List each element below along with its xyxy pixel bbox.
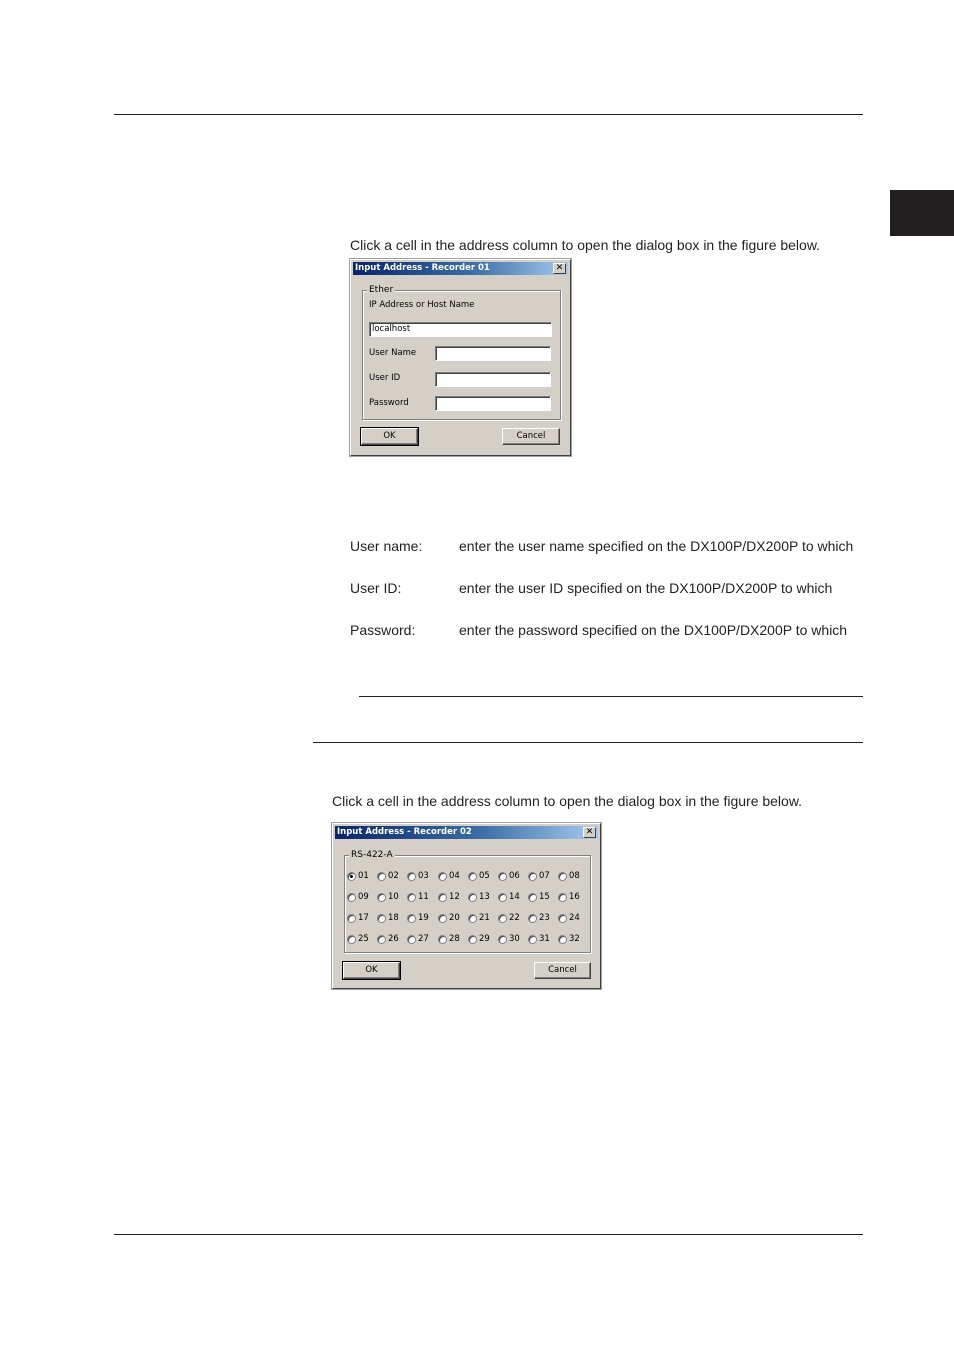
user-name-input[interactable] (435, 346, 551, 361)
definition-text: enter the user ID specified on the DX100P/DX200P to which (459, 580, 833, 596)
radio-label: 19 (418, 913, 429, 923)
address-radio-23[interactable] (528, 913, 559, 925)
radio-label: 08 (569, 871, 580, 881)
input-address-dialog-rs422 (332, 823, 601, 989)
address-radio-24[interactable] (558, 913, 589, 925)
definition-term: User name: (350, 538, 423, 554)
group-label: Ether (369, 285, 394, 295)
radio-button[interactable] (438, 872, 447, 881)
radio-button[interactable] (438, 935, 447, 944)
footer-rule (114, 1234, 863, 1235)
address-radio-16[interactable] (558, 892, 589, 904)
cancel-button[interactable]: Cancel (502, 428, 560, 445)
address-radio-12[interactable] (438, 892, 469, 904)
address-radio-32[interactable] (558, 934, 589, 946)
radio-label: 11 (418, 892, 429, 902)
radio-button[interactable] (347, 893, 356, 902)
radio-label: 32 (569, 934, 580, 944)
cancel-button[interactable]: Cancel (534, 962, 591, 979)
address-radio-08[interactable] (558, 871, 589, 883)
user-id-label: User ID (369, 373, 401, 383)
radio-button[interactable] (468, 935, 477, 944)
radio-label: 24 (569, 913, 580, 923)
address-radio-19[interactable] (407, 913, 438, 925)
radio-button[interactable] (347, 872, 356, 881)
close-icon[interactable]: ✕ (553, 263, 566, 274)
radio-button[interactable] (347, 935, 356, 944)
chapter-tab (890, 190, 954, 236)
radio-button[interactable] (377, 935, 386, 944)
dialog-titlebar (335, 826, 598, 839)
radio-button[interactable] (377, 893, 386, 902)
radio-label: 15 (539, 892, 550, 902)
address-radio-03[interactable] (407, 871, 438, 883)
radio-button[interactable] (468, 914, 477, 923)
user-id-input[interactable] (435, 372, 551, 387)
radio-label: 01 (358, 871, 369, 881)
section-rule (313, 742, 863, 743)
address-radio-18[interactable] (377, 913, 408, 925)
group-label: RS-422-A (351, 850, 393, 860)
radio-button[interactable] (558, 893, 567, 902)
radio-label: 26 (388, 934, 399, 944)
radio-label: 12 (449, 892, 460, 902)
radio-button[interactable] (468, 872, 477, 881)
user-name-label: User Name (369, 348, 417, 358)
radio-button[interactable] (498, 914, 507, 923)
radio-label: 17 (358, 913, 369, 923)
radio-label: 02 (388, 871, 399, 881)
radio-label: 27 (418, 934, 429, 944)
radio-button[interactable] (377, 914, 386, 923)
address-radio-31[interactable] (528, 934, 559, 946)
definition-term: User ID: (350, 580, 402, 596)
password-label: Password (369, 398, 409, 408)
address-radio-27[interactable] (407, 934, 438, 946)
radio-button[interactable] (498, 935, 507, 944)
address-radio-14[interactable] (498, 892, 529, 904)
dialog-titlebar (353, 262, 568, 275)
ether-group (362, 285, 561, 420)
radio-label: 05 (479, 871, 490, 881)
ip-label: IP Address or Host Name (369, 300, 475, 310)
radio-label: 18 (388, 913, 399, 923)
address-radio-04[interactable] (438, 871, 469, 883)
address-radio-28[interactable] (438, 934, 469, 946)
dialog-title: Input Address - Recorder 01 (355, 263, 490, 273)
address-radio-30[interactable] (498, 934, 529, 946)
address-radio-05[interactable] (468, 871, 499, 883)
definition-text: enter the user name specified on the DX100P/DX200P to which (459, 538, 854, 554)
rs422-group (344, 850, 591, 953)
ok-button[interactable]: OK (343, 962, 400, 979)
radio-button[interactable] (468, 893, 477, 902)
address-radio-26[interactable] (377, 934, 408, 946)
definition-text: enter the password specified on the DX100P/DX200P to which (459, 622, 848, 638)
radio-label: 09 (358, 892, 369, 902)
radio-button[interactable] (407, 914, 416, 923)
address-radio-11[interactable] (407, 892, 438, 904)
radio-label: 29 (479, 934, 490, 944)
address-radio-13[interactable] (468, 892, 499, 904)
radio-button[interactable] (498, 893, 507, 902)
address-radio-10[interactable] (377, 892, 408, 904)
radio-label: 10 (388, 892, 399, 902)
radio-button[interactable] (407, 893, 416, 902)
address-radio-02[interactable] (377, 871, 408, 883)
radio-button[interactable] (558, 935, 567, 944)
radio-button[interactable] (438, 914, 447, 923)
address-radio-25[interactable] (347, 934, 378, 946)
radio-label: 22 (509, 913, 520, 923)
radio-button[interactable] (377, 872, 386, 881)
radio-label: 20 (449, 913, 460, 923)
radio-button[interactable] (528, 914, 537, 923)
radio-button[interactable] (438, 893, 447, 902)
ip-address-input[interactable]: localhost (369, 322, 552, 337)
address-radio-06[interactable] (498, 871, 529, 883)
radio-label: 14 (509, 892, 520, 902)
address-radio-09[interactable] (347, 892, 378, 904)
address-radio-01[interactable] (347, 871, 378, 883)
note-rule (359, 696, 863, 697)
header-rule (114, 114, 863, 115)
radio-label: 31 (539, 934, 550, 944)
radio-label: 03 (418, 871, 429, 881)
radio-button[interactable] (498, 872, 507, 881)
radio-label: 06 (509, 871, 520, 881)
radio-label: 30 (509, 934, 520, 944)
radio-label: 13 (479, 892, 490, 902)
radio-button[interactable] (407, 935, 416, 944)
address-radio-22[interactable] (498, 913, 529, 925)
radio-label: 25 (358, 934, 369, 944)
radio-label: 07 (539, 871, 550, 881)
instruction-text-1: Click a cell in the address column to open the dialog box in the figure below. (350, 237, 821, 253)
radio-label: 04 (449, 871, 460, 881)
radio-label: 21 (479, 913, 490, 923)
close-icon[interactable]: ✕ (583, 827, 596, 838)
address-radio-07[interactable] (528, 871, 559, 883)
definition-term: Password: (350, 622, 416, 638)
radio-button[interactable] (528, 872, 537, 881)
radio-button[interactable] (347, 914, 356, 923)
instruction-text-2: Click a cell in the address column to open the dialog box in the figure below. (332, 793, 803, 809)
radio-label: 28 (449, 934, 460, 944)
radio-button[interactable] (528, 893, 537, 902)
address-radio-29[interactable] (468, 934, 499, 946)
dialog-title: Input Address - Recorder 02 (337, 827, 472, 837)
address-radio-20[interactable] (438, 913, 469, 925)
radio-label: 23 (539, 913, 550, 923)
radio-button[interactable] (558, 914, 567, 923)
ok-button[interactable]: OK (361, 428, 418, 445)
address-radio-15[interactable] (528, 892, 559, 904)
radio-button[interactable] (407, 872, 416, 881)
input-address-dialog-ether (350, 259, 571, 456)
radio-button[interactable] (528, 935, 537, 944)
address-radio-21[interactable] (468, 913, 499, 925)
radio-label: 16 (569, 892, 580, 902)
password-input[interactable] (435, 396, 551, 411)
radio-button[interactable] (558, 872, 567, 881)
address-radio-17[interactable] (347, 913, 378, 925)
